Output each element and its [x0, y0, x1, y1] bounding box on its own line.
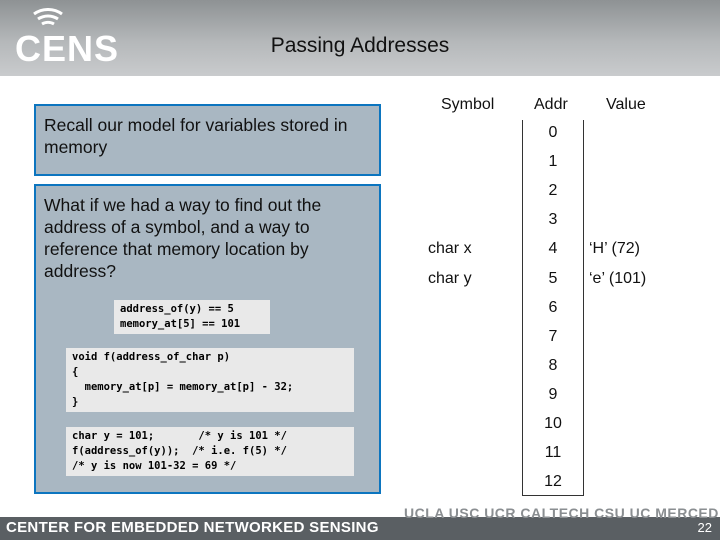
- recall-text: Recall our model for variables stored in memory: [44, 115, 348, 157]
- memory-addr: 8: [548, 356, 558, 374]
- memory-addr: 7: [548, 327, 558, 345]
- slide-title: Passing Addresses: [270, 34, 450, 57]
- memory-symbol: char y: [428, 269, 472, 287]
- memory-addr: 4: [548, 240, 558, 258]
- question-text: What if we had a way to find out the address of a symbol, and a way to reference that memory location by address?: [44, 195, 322, 281]
- memory-addr: 0: [548, 124, 558, 141]
- logo-text: CENS: [15, 28, 120, 69]
- value-header: Value: [606, 96, 646, 113]
- memory-symbol: char x: [428, 240, 472, 258]
- memory-addr: 1: [548, 153, 558, 171]
- memory-value: ‘H’ (72): [589, 240, 640, 258]
- memory-addr: 10: [544, 415, 562, 432]
- code-block-call: char y = 101; /* y is 101 */ f(address_of(y)); /* i.e. f(5) */ /* y is now 101-32 = 69 */: [66, 427, 354, 476]
- symbol-header: Symbol: [441, 96, 495, 113]
- memory-addr: 9: [548, 385, 558, 403]
- page-number: 22: [697, 520, 712, 535]
- footer-org: CENTER FOR EMBEDDED NETWORKED SENSING: [6, 519, 379, 536]
- code-block-function: void f(address_of_char p) { memory_at[p] = memory_at[p] - 32; }: [66, 348, 354, 412]
- recall-box: [34, 104, 381, 176]
- footer-partners: UCLA USC UCR CALTECH CSU UC MERCED: [404, 505, 719, 521]
- memory-addr: 12: [544, 473, 562, 491]
- memory-addr: 3: [548, 211, 558, 229]
- slide-header: [0, 0, 720, 76]
- memory-addr: 2: [548, 182, 558, 200]
- memory-addr: 6: [548, 298, 558, 316]
- memory-addr: 5: [548, 269, 558, 287]
- memory-addr: 11: [544, 444, 562, 462]
- addr-header: Addr: [534, 96, 568, 113]
- code-block-address: address_of(y) == 5 memory_at[5] == 101: [114, 300, 270, 334]
- memory-value: ‘e’ (101): [589, 269, 647, 287]
